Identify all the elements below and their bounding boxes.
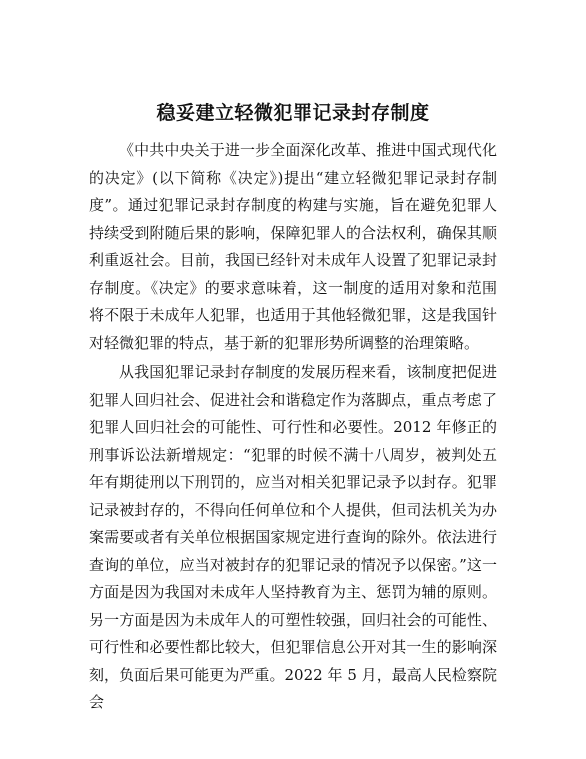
paragraph-2: 从我国犯罪记录封存制度的发展历程来看，该制度把促进犯罪人回归社会、促进社会和谐稳定作为落脚点，重点考虑了犯罪人回归社会的可能性、可行性和必要性。2012 年修正的刑事诉讼法新增规定：“犯罪的时候不满十八周岁，被判处五年有期徒刑以下刑罚的，应当对相关犯罪记录予以封存。犯罪记录被封存的，不得向任何单位和个人提供，但司法机关为办案需要或者有关单位根据国家规定进行查询的除外。依法进行查询的单位，应当对被封存的犯罪记录的情况予以保密。”这一方面是因为我国对未成年人坚持教育为主、惩罚为辅的原则。另一方面是因为未成年人的可塑性较强，回归社会的可能性、可行性和必要性都比较大，但犯罪信息公开对其一生的影响深刻，负面后果可能更为严重。2022 年 5 月，最高人民检察院会 — [89, 363, 497, 711]
document-body — [89, 137, 497, 719]
paragraph-1: 《中共中央关于进一步全面深化改革、推进中国式现代化的决定》(以下简称《决定》)提出“建立轻微犯罪记录封存制度”。通过犯罪记录封存制度的构建与实施，旨在避免犯罪人持续受到附随后果的影响，保障犯罪人的合法权利，确保其顺利重返社会。目前，我国已经针对未成年人设置了犯罪记录封存制度。《决定》的要求意味着，这一制度的适用对象和范围将不限于未成年人犯罪，也适用于其他轻微犯罪，这是我国针对轻微犯罪的特点，基于新的犯罪形势所调整的治理策略。 — [89, 141, 497, 352]
document-title: 稳妥建立轻微犯罪记录封存制度 — [156, 102, 430, 124]
